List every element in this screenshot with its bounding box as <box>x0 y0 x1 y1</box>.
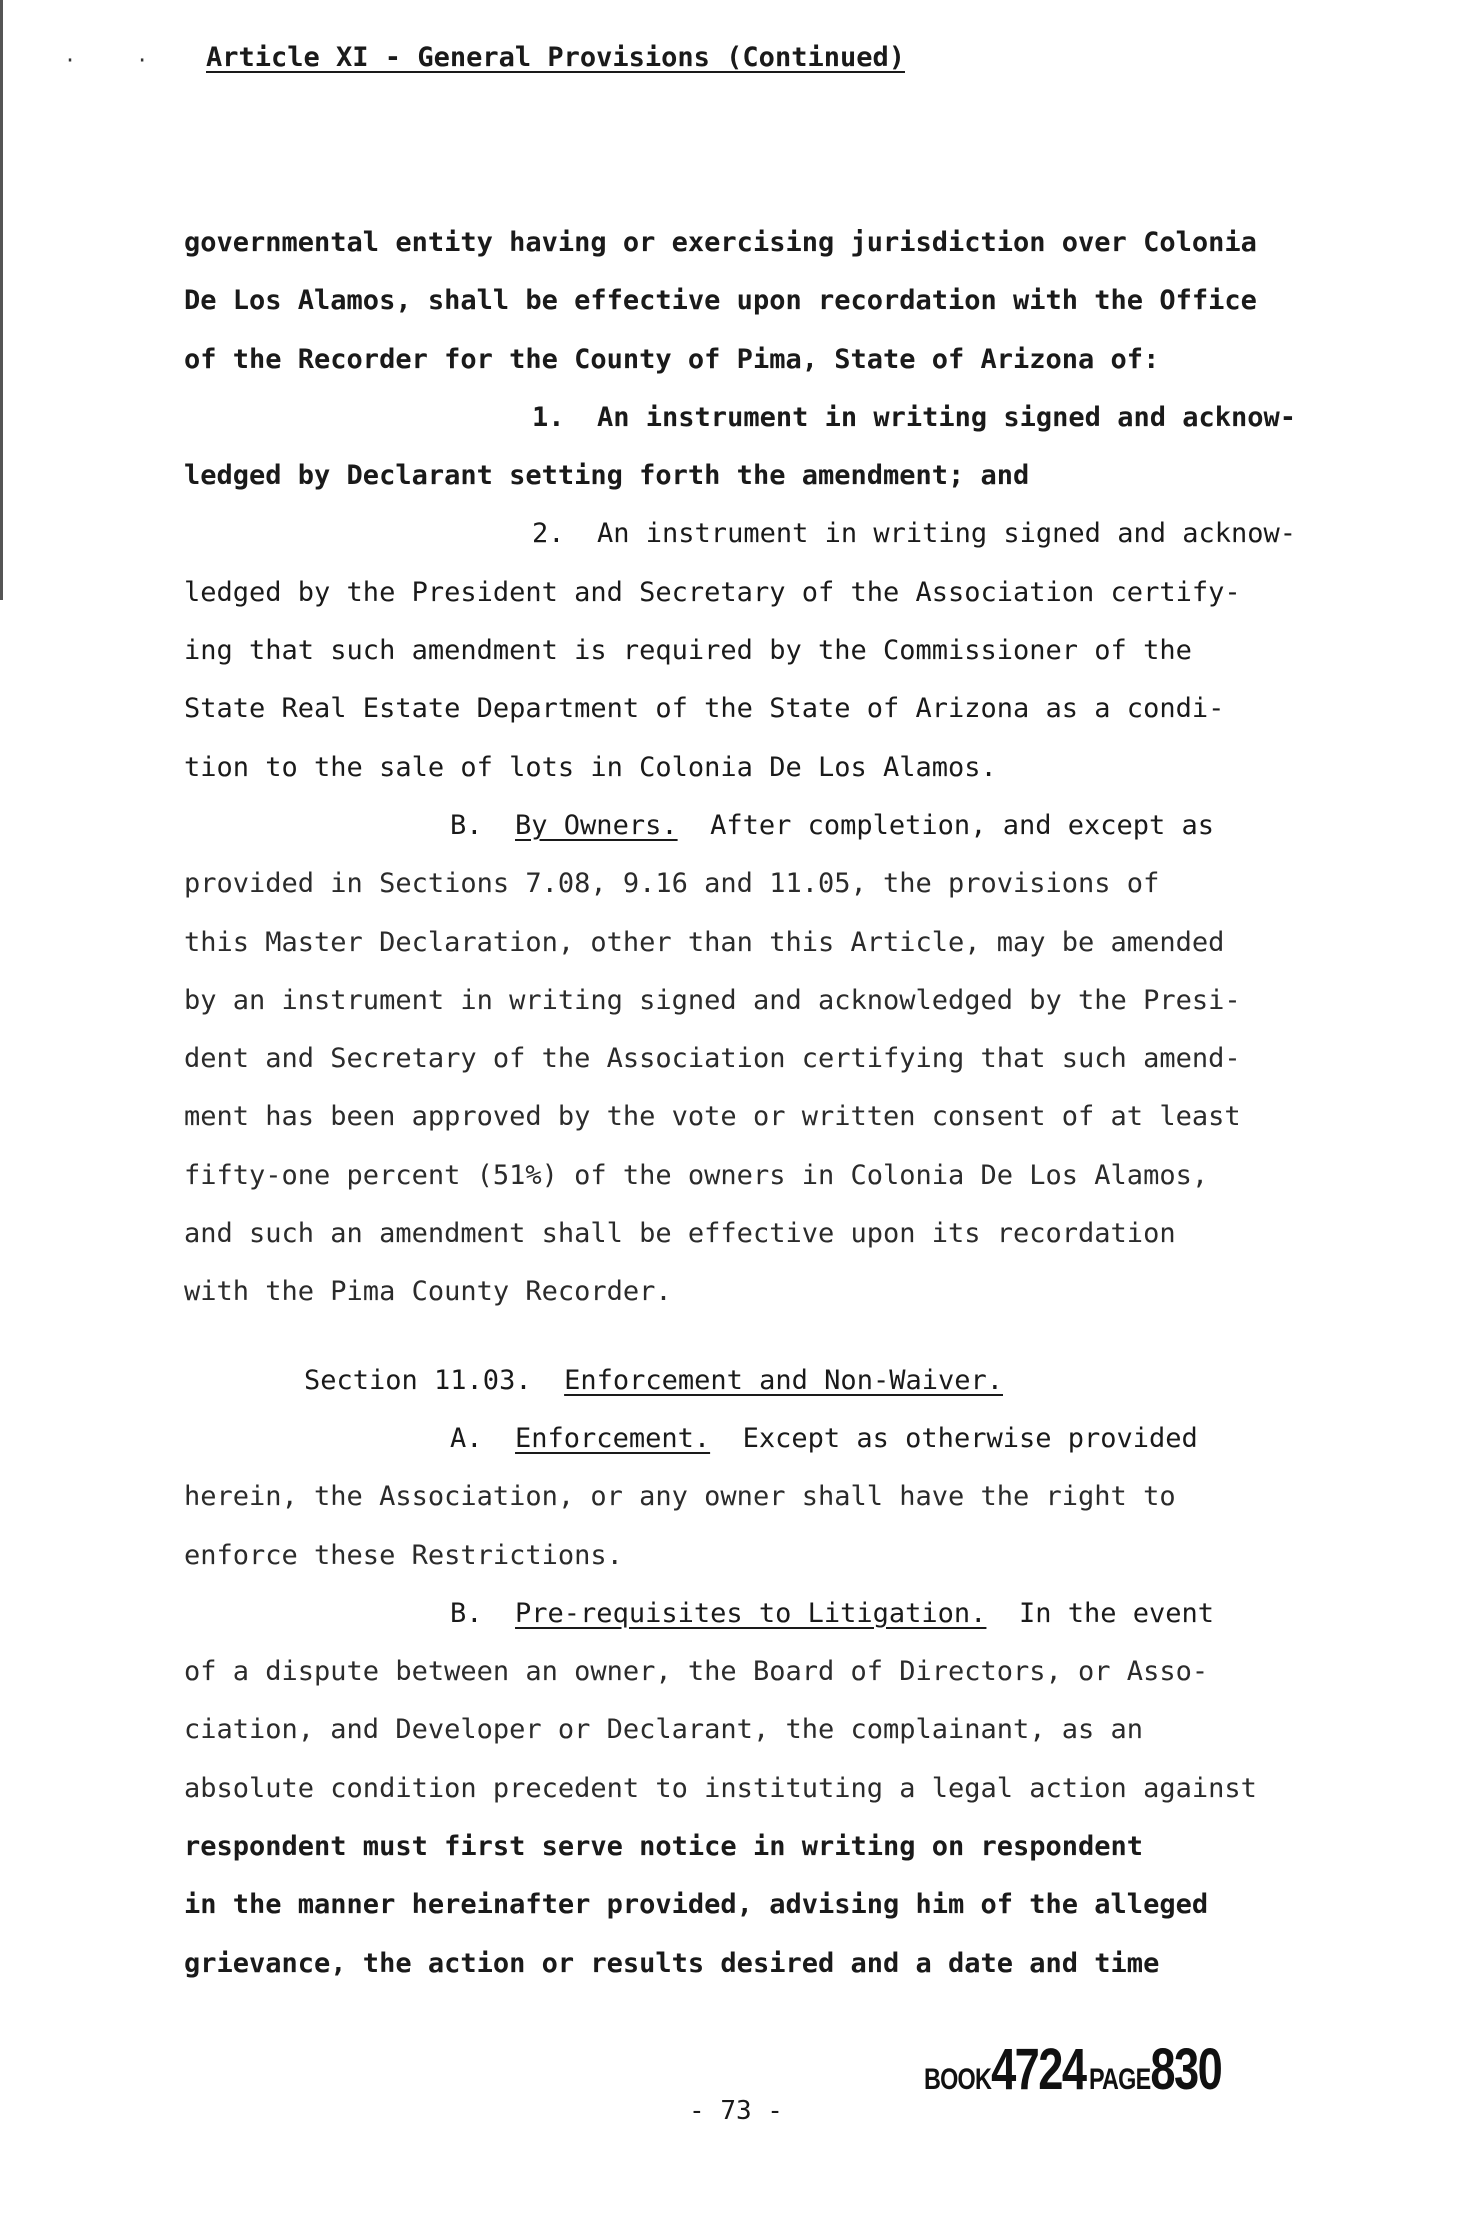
page-ref: 830 <box>1150 2037 1222 2102</box>
page-header: Article XI - General Provisions (Continued) <box>206 42 905 73</box>
text-line: governmental entity having or exercising jurisdiction over Colonia <box>184 227 1257 258</box>
paragraph-letter: A. <box>450 1422 516 1454</box>
text-line: ment has been approved by the vote or written consent of at least <box>184 1101 1241 1133</box>
text-run: Except as otherwise provided <box>710 1422 1198 1454</box>
book-number: 4724 <box>991 2037 1086 2102</box>
text-line: ledged by Declarant setting forth the amendment; and <box>184 460 1030 492</box>
text-line: with the Pima County Recorder. <box>184 1276 672 1308</box>
scan-edge-mark <box>0 0 3 600</box>
list-item-2: 2. An instrument in writing signed and acknow- <box>532 518 1297 550</box>
text-line: ing that such amendment is required by the Commissioner of the <box>184 635 1192 667</box>
text-line: of a dispute between an owner, the Board of Directors, or Asso- <box>184 1656 1209 1688</box>
section-heading <box>184 1352 1364 1410</box>
section-label: Section 11.03. <box>304 1364 565 1396</box>
text-line: by an instrument in writing signed and acknowledged by the Presi- <box>184 984 1241 1016</box>
paragraph-b-by-owners <box>184 797 1364 855</box>
text-line: ciation, and Developer or Declarant, the complainant, as an <box>184 1714 1144 1746</box>
section-title: Enforcement and Non-Waiver. <box>564 1364 1003 1396</box>
text-line: respondent must first serve notice in writing on respondent <box>184 1831 1144 1863</box>
text-line: enforce these Restrictions. <box>184 1539 623 1571</box>
text-line: tion to the sale of lots in Colonia De Los Alamos. <box>184 751 997 783</box>
text-line: in the manner hereinafter provided, advising him of the alleged <box>184 1889 1209 1921</box>
paragraph-heading: Pre-requisites to Litigation. <box>515 1597 987 1629</box>
paragraph-heading: Enforcement. <box>515 1422 711 1454</box>
book-page-stamp <box>924 2036 1221 2103</box>
paragraph-a-enforcement <box>184 1410 1364 1468</box>
page-label: PAGE <box>1088 2063 1151 2096</box>
page-number: - 73 - <box>689 2096 783 2126</box>
spacer <box>184 1322 1364 1352</box>
text-line: ledged by the President and Secretary of the Association certify- <box>184 576 1241 608</box>
paragraph-heading: By Owners. <box>515 809 678 841</box>
book-label: BOOK <box>924 2063 992 2096</box>
text-line: State Real Estate Department of the State of Arizona as a condi- <box>184 693 1225 725</box>
text-line: De Los Alamos, shall be effective upon recordation with the Office <box>184 285 1257 317</box>
text-line: fifty-one percent (51%) of the owners in Colonia De Los Alamos, <box>184 1159 1209 1191</box>
text-line: herein, the Association, or any owner shall have the right to <box>184 1481 1176 1513</box>
text-line: provided in Sections 7.08, 9.16 and 11.05, the provisions of <box>184 868 1160 900</box>
text-run: In the event <box>986 1597 1215 1629</box>
text-line: absolute condition precedent to instituting a legal action against <box>184 1772 1257 1804</box>
text-line: of the Recorder for the County of Pima, State of Arizona of: <box>184 343 1160 375</box>
text-line: and such an amendment shall be effective upon its recordation <box>184 1218 1176 1250</box>
text-line: grievance, the action or results desired and a date and time <box>184 1947 1160 1979</box>
list-item-1: 1. An instrument in writing signed and acknow- <box>532 401 1297 433</box>
paragraph-letter: B. <box>450 1597 516 1629</box>
scan-specks: · · <box>64 48 173 72</box>
paragraph-b-prerequisites <box>184 1585 1364 1643</box>
document-body <box>184 214 1364 1993</box>
text-run: After completion, and except as <box>677 809 1215 841</box>
paragraph-letter: B. <box>450 809 516 841</box>
text-line: dent and Secretary of the Association certifying that such amend- <box>184 1043 1241 1075</box>
text-line: this Master Declaration, other than this Article, may be amended <box>184 926 1225 958</box>
